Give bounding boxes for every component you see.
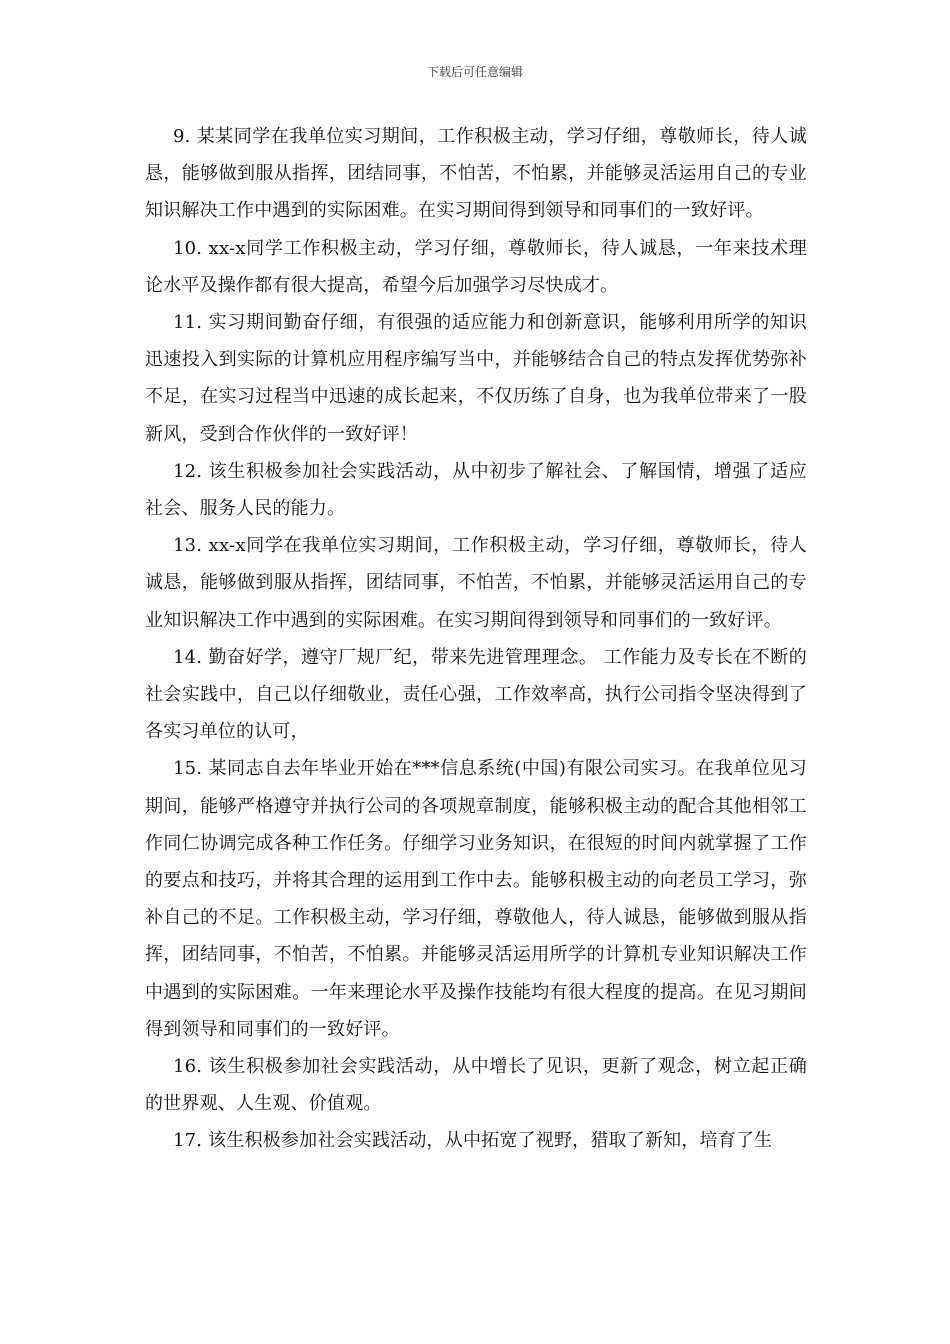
paragraph-10: 10. xx-x同学工作积极主动，学习仔细，尊敬师长，待人诚恳，一年来技术理论水平及操作都有很大提高，希望今后加强学习尽快成才。: [145, 237, 807, 296]
page-header: 下载后可任意编辑: [426, 65, 523, 79]
paragraph-11: 11. 实习期间勤奋仔细，有很强的适应能力和创新意识，能够利用所学的知识迅速投入到实际的计算机应用程序编写当中，并能够结合自己的特点发挥优势弥补不足，在实习过程当中迅速的成长起来，不仅历练了自身，也为我单位带来了一股新风，受到合作伙伴的一致好评！: [145, 312, 807, 445]
paragraph-13: 13. xx-x同学在我单位实习期间，工作积极主动，学习仔细，尊敬师长，待人诚恳，能够做到服从指挥，团结同事，不怕苦，不怕累，并能够灵活运用自己的专业知识解决工作中遇到的实际困难。在实习期间得到领导和同事们的一致好评。: [145, 535, 807, 631]
paragraph-15: 15. 某同志自去年毕业开始在***信息系统(中国)有限公司实习。在我单位见习期间，能够严格遵守并执行公司的各项规章制度，能够积极主动的配合其他相邻工作同仁协调完成各种工作任务。仔细学习业务知识，在很短的时间内就掌握了工作的要点和技巧，并将其合理的运用到工作中去。能够积极主动的向老员工学习，弥补自己的不足。工作积极主动，学习仔细，尊敬他人，待人诚恳，能够做到服从指挥，团结同事，不怕苦，不怕累。并能够灵活运用所学的计算机专业知识解决工作中遇到的实际困难。一年来理论水平及操作技能均有很大程度的提高。在见习期间得到领导和同事们的一致好评。: [145, 758, 807, 1040]
document-body: [145, 118, 807, 1160]
paragraph-12: 12. 该生积极参加社会实践活动，从中初步了解社会、了解国情，增强了适应社会、服务人民的能力。: [145, 460, 807, 520]
paragraph-9: 9. 某某同学在我单位实习期间，工作积极主动，学习仔细，尊敬师长，待人诚恳，能够做到服从指挥，团结同事，不怕苦，不怕累，并能够灵活运用自己的专业知识解决工作中遇到的实际困难。在实习期间得到领导和同事们的一致好评。: [145, 126, 807, 222]
paragraph-14: 14. 勤奋好学，遵守厂规厂纪，带来先进管理理念。 工作能力及专长在不断的社会实践中，自己以仔细敬业，责任心强，工作效率高，执行公司指令坚决得到了各实习单位的认可，: [145, 646, 807, 743]
paragraph-17: 17. 该生积极参加社会实践活动，从中拓宽了视野，猎取了新知，培育了生: [173, 1130, 773, 1152]
paragraph-16: 16. 该生积极参加社会实践活动，从中增长了见识，更新了观念，树立起正确的世界观、人生观、价值观。: [145, 1056, 807, 1115]
